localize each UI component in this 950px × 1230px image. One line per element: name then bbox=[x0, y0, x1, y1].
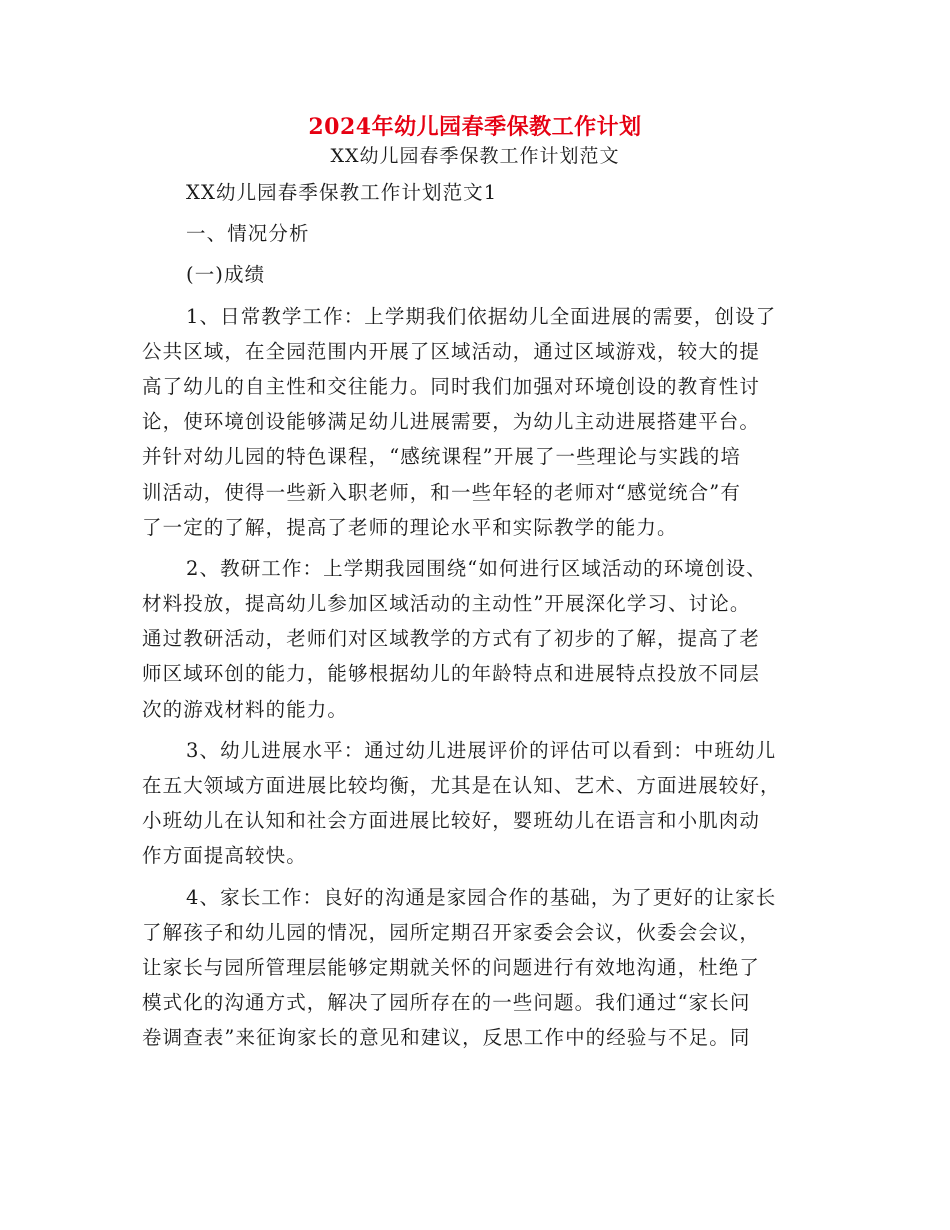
paragraph-line: 师区域环创的能力，能够根据幼儿的年龄特点和进展特点投放不同层 bbox=[142, 662, 761, 686]
paragraph-line: 作方面提高较快。 bbox=[142, 844, 307, 868]
paragraph-line: 高了幼儿的自主性和交往能力。同时我们加强对环境创设的教育性讨 bbox=[142, 374, 761, 398]
paragraph-line: 并针对幼儿园的特色课程，“感统课程”开展了一些理论与实践的培 bbox=[142, 445, 741, 469]
paragraph-line: 2、教研工作：上学期我园围绕“如何进行区域活动的环境创设、 bbox=[186, 556, 767, 580]
paragraph-line: 论，使环境创设能够满足幼儿进展需要，为幼儿主动进展搭建平台。 bbox=[142, 410, 761, 434]
paragraph-line: 小班幼儿在认知和社会方面进展比较好，婴班幼儿在语言和小肌肉动 bbox=[142, 809, 761, 833]
document-title: 2024年幼儿园春季保教工作计划 bbox=[308, 114, 642, 140]
subsection-heading: (一)成绩 bbox=[186, 263, 266, 287]
paragraph-line: 1、日常教学工作：上学期我们依据幼儿全面进展的需要，创设了 bbox=[186, 304, 777, 328]
paragraph-line: 让家长与园所管理层能够定期就关怀的问题进行有效地沟通，杜绝了 bbox=[142, 955, 761, 979]
document-body bbox=[142, 175, 807, 1056]
paragraph-line: 公共区域，在全园范围内开展了区域活动，通过区域游戏，较大的提 bbox=[142, 339, 761, 363]
paragraph-line: 了一定的了解，提高了老师的理论水平和实际教学的能力。 bbox=[142, 515, 678, 539]
paragraph-line: 4、家长工作：良好的沟通是家园合作的基础，为了更好的让家长 bbox=[186, 885, 777, 909]
section-heading: XX幼儿园春季保教工作计划范文1 bbox=[186, 181, 498, 204]
paragraph-parent-work bbox=[142, 880, 807, 1056]
paragraph-line: 卷调查表”来征询家长的意见和建议，反思工作中的经验与不足。同 bbox=[142, 1026, 751, 1050]
paragraph-teaching-research bbox=[142, 551, 807, 727]
paragraph-line: 在五大领域方面进展比较均衡，尤其是在认知、艺术、方面进展较好， bbox=[142, 774, 781, 797]
paragraph-line: 通过教研活动，老师们对区域教学的方式有了初步的了解，提高了老 bbox=[142, 627, 761, 651]
paragraph-line: 次的游戏材料的能力。 bbox=[142, 697, 349, 721]
paragraph-daily-teaching bbox=[142, 299, 807, 545]
paragraph-line: 训活动，使得一些新入职老师，和一些年轻的老师对“感觉统合”有 bbox=[142, 480, 741, 504]
document-subtitle: XX幼儿园春季保教工作计划范文 bbox=[330, 145, 620, 167]
paragraph-line: 模式化的沟通方式，解决了园所存在的一些问题。我们通过“家长问 bbox=[142, 991, 751, 1015]
section-heading: 一、情况分析 bbox=[186, 222, 310, 246]
paragraph-child-development bbox=[142, 733, 807, 874]
paragraph-line: 材料投放，提高幼儿参加区域活动的主动性”开展深化学习、讨论。 bbox=[142, 592, 751, 616]
paragraph-line: 3、幼儿进展水平：通过幼儿进展评价的评估可以看到：中班幼儿 bbox=[186, 738, 777, 762]
paragraph-line: 了解孩子和幼儿园的情况，园所定期召开家委会会议，伙委会会议， bbox=[142, 920, 761, 944]
